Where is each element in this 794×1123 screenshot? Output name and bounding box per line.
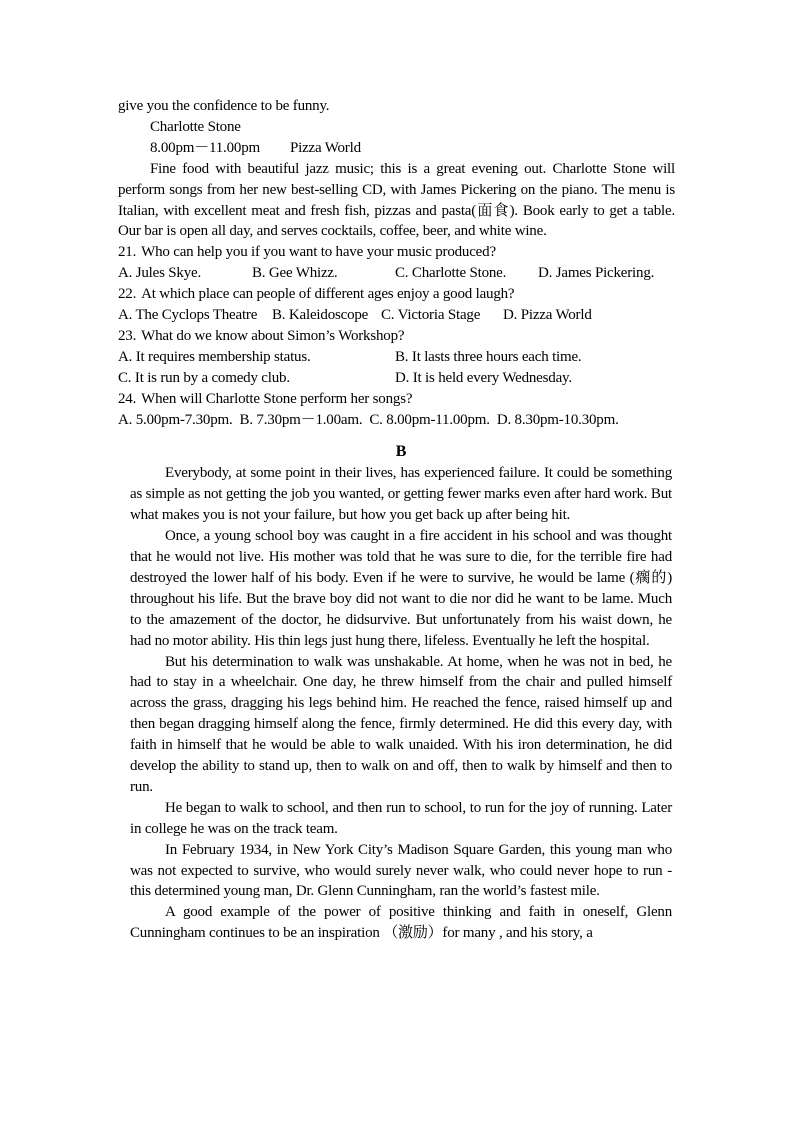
question-24-stem: [118, 389, 675, 410]
question-23-text: What do we know about Simon’s Workshop?: [141, 327, 405, 344]
question-21-options: [118, 263, 675, 284]
question-22-number: 22.: [118, 286, 137, 303]
question-22-option-d: D. Pizza World: [503, 307, 592, 324]
question-23-option-d: D. It is held every Wednesday.: [395, 369, 572, 386]
section-b-paragraph-1: Everybody, at some point in their lives, has experienced failure. It could be something as simple as not getting the job you wanted, or getting fewer marks even after hard work. But what makes you is not your failure, but how you get back up after being hit.: [130, 465, 672, 524]
page-content: [118, 96, 675, 944]
question-24-option-d: D. 8.30pm-10.30pm.: [496, 411, 619, 428]
question-24-option-c: C. 8.00pm-11.00pm.: [369, 411, 490, 428]
listing-performer: Charlotte Stone: [150, 118, 241, 135]
question-21: [118, 242, 675, 284]
listing-description: Fine food with beautiful jazz music; this is a great evening out. Charlotte Stone will perform songs from her new best-selling CD, with James Pickering on the piano. The menu is Italian, with excellent meat and fresh fish, pizzas and pasta(面食). Book early to get a table. Our bar is open all day, and serves cocktails, coffee, beer, and white wine.: [118, 160, 675, 240]
question-22-text: At which place can people of different ages enjoy a good laugh?: [141, 286, 515, 303]
question-22-option-c: C. Victoria Stage: [381, 307, 481, 324]
section-b-heading: B: [395, 443, 407, 461]
question-23-option-a: A. It requires membership status.: [118, 348, 311, 365]
listing-venue: Pizza World: [289, 139, 361, 156]
question-24-options: [118, 410, 675, 431]
listing-time: 8.00pm－11.00pm: [150, 139, 260, 156]
question-23-options-row2: [118, 368, 675, 389]
question-23-stem: [118, 326, 675, 347]
section-b: [130, 442, 672, 944]
question-22-options: [118, 305, 675, 326]
question-22-stem: [118, 284, 675, 305]
question-23: [118, 326, 675, 389]
question-21-option-c: C. Charlotte Stone.: [395, 265, 507, 282]
question-23-options-row1: [118, 347, 675, 368]
section-b-paragraph-5: In February 1934, in New York City’s Madison Square Garden, this young man who was not expected to survive, who would surely never walk, who could never hope to run - this determined young man, Dr. Glenn Cunningham, ran the world’s fastest mile.: [130, 841, 672, 900]
question-22: [118, 284, 675, 326]
question-24-text: When will Charlotte Stone perform her songs?: [141, 390, 413, 407]
question-22-option-b: B. Kaleidoscope: [272, 307, 369, 324]
question-21-option-b: B. Gee Whizz.: [252, 265, 338, 282]
section-b-paragraph-3: But his determination to walk was unshakable. At home, when he was not in bed, he had to stay in a wheelchair. One day, he threw himself from the chair and pulled himself across the grass, dragging his legs behind him. He reached the fence, raised himself up and then began dragging himself along the fence, firmly determined. He did this every day, with faith in himself that he would be able to walk unaided. With his iron determination, he did develop the ability to stand up, then to walk on and off, then to walk by himself and then to run.: [130, 653, 672, 795]
question-24: [118, 389, 675, 431]
question-24-option-a: A. 5.00pm-7.30pm.: [118, 411, 233, 428]
section-b-paragraph-6: A good example of the power of positive thinking and faith in oneself, Glenn Cunningham continues to be an inspiration （激励）for many , and his story, a: [130, 904, 672, 942]
listing-tail-line: give you the confidence to be funny.: [118, 98, 330, 114]
question-24-option-b: B. 7.30pm－1.00am.: [239, 411, 363, 428]
question-23-option-b: B. It lasts three hours each time.: [395, 348, 582, 365]
question-23-option-c: C. It is run by a comedy club.: [118, 369, 290, 386]
question-22-option-a: A. The Cyclops Theatre: [118, 307, 258, 324]
question-24-number: 24.: [118, 390, 137, 407]
question-21-number: 21.: [118, 244, 137, 261]
section-b-paragraph-4: He began to walk to school, and then run to school, to run for the joy of running. Later in college he was on the track team.: [130, 799, 672, 837]
section-b-paragraph-2: Once, a young school boy was caught in a fire accident in his school and was thought that he would not live. His mother was told that he was sure to die, for the terrible fire had destroyed the lower half of his body. Even if he were to survive, he would be lame (瘸的) throughout his life. But the brave boy did not want to die nor did he want to be lame. Much to the amazement of the doctor, he didsurvive. But unfortunately from his waist down, he had no motor ability. His thin legs just hung there, lifeless. Eventually he left the hospital.: [130, 528, 672, 649]
question-23-number: 23.: [118, 327, 137, 344]
question-21-option-d: D. James Pickering.: [538, 265, 655, 282]
listing-time-venue: [118, 138, 675, 159]
question-21-text: Who can help you if you want to have your music produced?: [141, 244, 496, 261]
question-21-option-a: A. Jules Skye.: [118, 265, 202, 282]
question-21-stem: [118, 242, 675, 263]
